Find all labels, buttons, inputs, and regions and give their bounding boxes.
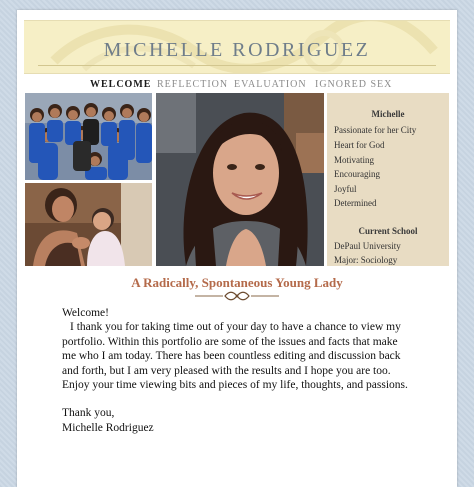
welcome-letter	[62, 306, 412, 435]
letter-greeting: Welcome!	[62, 307, 109, 319]
portfolio-page	[17, 10, 457, 487]
portrait-photo	[156, 93, 324, 266]
flourish-divider-icon	[195, 291, 279, 301]
sidebar-school-heading: Current School	[358, 226, 418, 236]
trait-item: Joyful	[334, 184, 357, 194]
nav-reflection[interactable]: REFLECTION	[157, 79, 229, 90]
header-banner	[24, 20, 450, 74]
letter-signature: Michelle Rodriguez	[62, 421, 154, 434]
main-nav	[17, 76, 457, 92]
trait-item: Heart for God	[334, 140, 385, 150]
nav-evaluation[interactable]: EVALUATION	[234, 79, 307, 90]
school-item: DePaul University	[334, 241, 401, 251]
trait-item: Motivating	[334, 155, 374, 165]
family-photo	[25, 183, 152, 266]
nav-welcome[interactable]: WELCOME	[90, 79, 152, 90]
banner-rule	[38, 65, 436, 66]
site-title: MICHELLE RODRIGUEZ	[103, 39, 371, 61]
tagline: A Radically, Spontaneous Young Lady	[131, 275, 343, 290]
letter-body: I thank you for taking time out of your day to have a chance to view my portfolio. Within this portfolio are some of the issues and facts that make me who I am today. There has been countless editing and discussion back and forth, but I am very pleased with the results and I hope you are too. Enjoy your time viewing bits and pieces of my life, thoughts, and passions.	[62, 321, 408, 392]
nav-ignored-sex[interactable]: IGNORED SEX	[315, 79, 393, 90]
trait-item: Encouraging	[334, 169, 380, 179]
profile-sidebar	[327, 93, 449, 266]
school-item: Major: Sociology	[334, 255, 398, 265]
sidebar-name-heading: Michelle	[371, 109, 405, 119]
trait-item: Passionate for her City	[334, 125, 417, 135]
group-photo	[25, 93, 152, 180]
trait-item: Determined	[334, 198, 377, 208]
letter-closing: Thank you,	[62, 407, 115, 420]
